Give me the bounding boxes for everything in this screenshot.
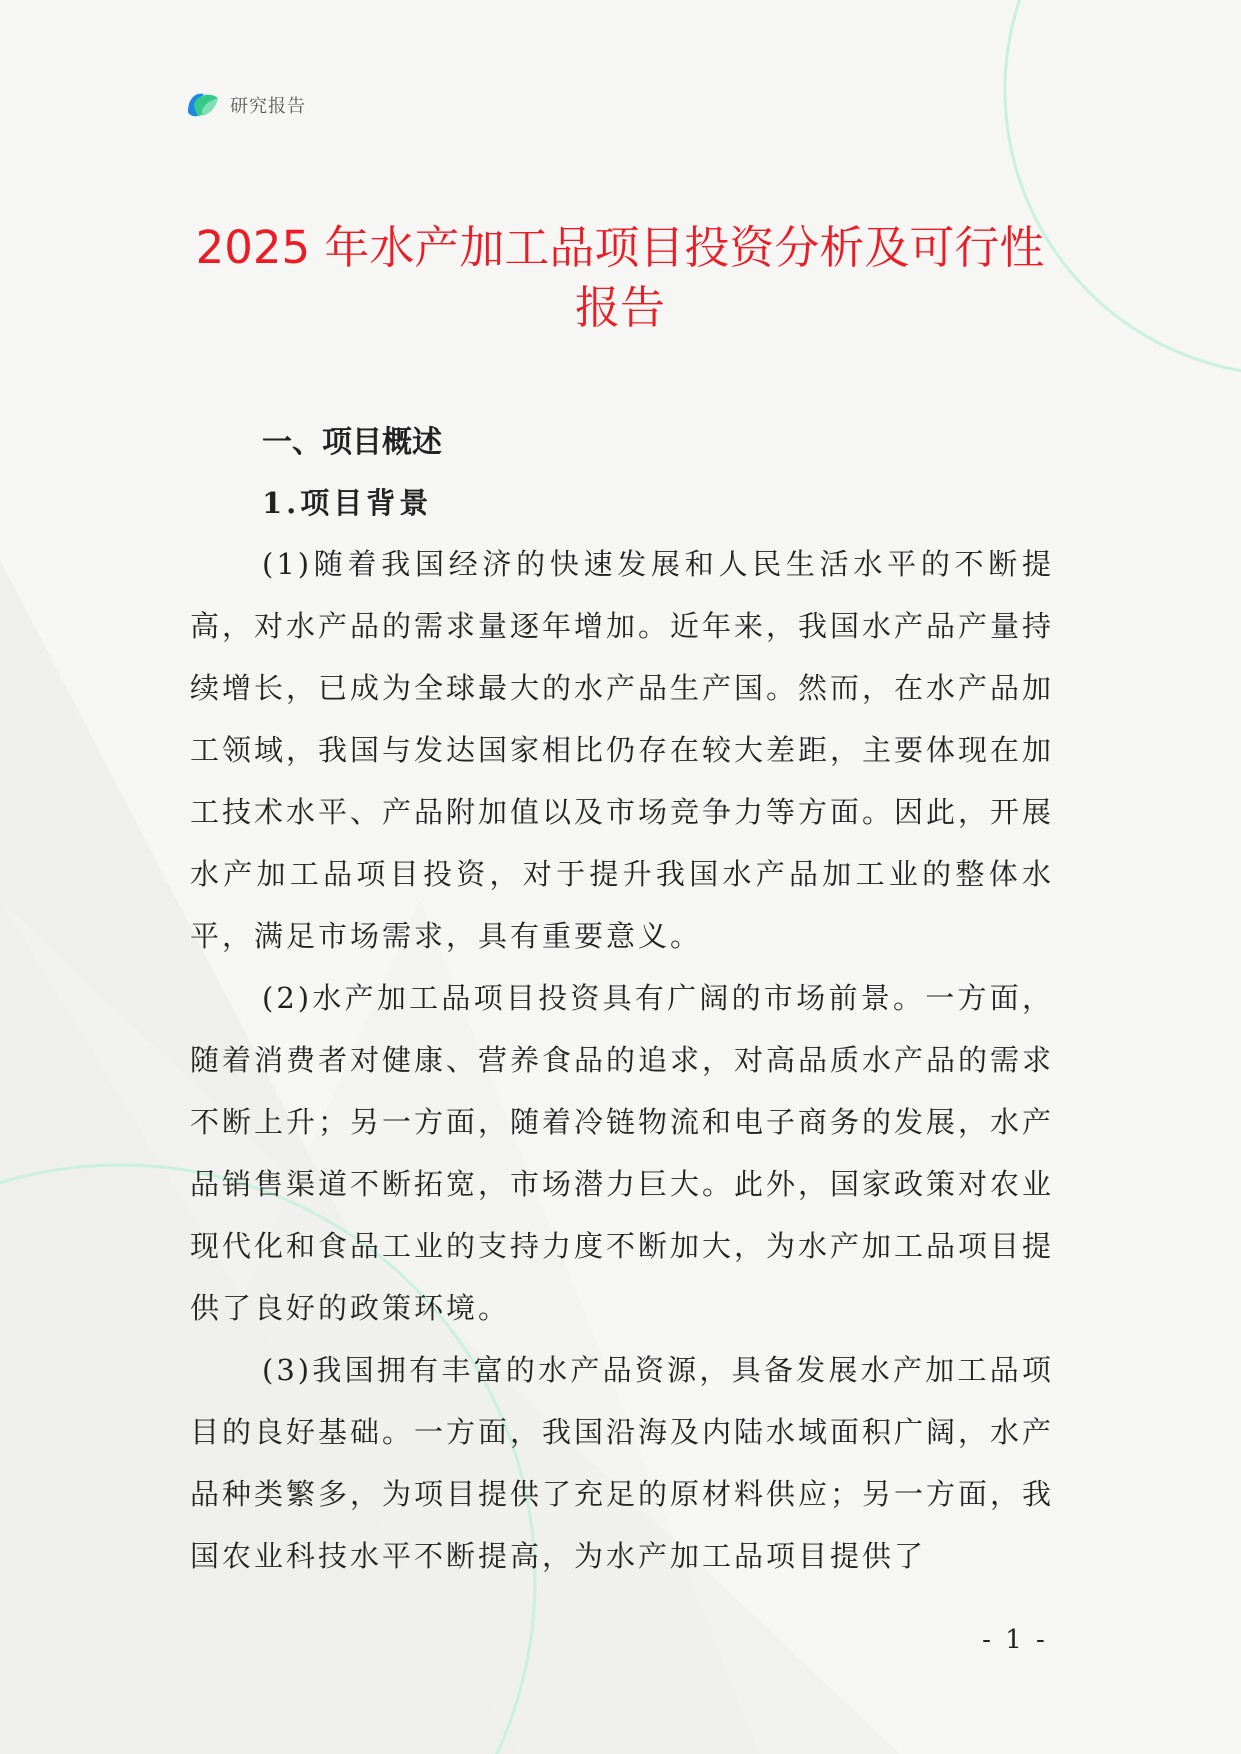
title-line-2: 报告 xyxy=(574,281,665,334)
leaf-logo-icon xyxy=(186,90,220,120)
page-title xyxy=(150,218,1090,338)
title-line-1: 2025 年水产加工品项目投资分析及可行性 xyxy=(195,221,1045,274)
paragraph-3: (3)我国拥有丰富的水产品资源，具备发展水产加工品项目的良好基础。一方面，我国沿海及内陆水域面积广阔，水产品种类繁多，为项目提供了充足的原材料供应；另一方面，我国农业科技水平不断提高，为水产加工品项目提供了 xyxy=(190,1353,1055,1573)
document-body xyxy=(190,413,1054,1587)
header-label: 研究报告 xyxy=(230,96,306,117)
report-header xyxy=(186,88,306,122)
subsection-heading: 1.项目背景 xyxy=(262,486,433,520)
paragraph-2: (2)水产加工品项目投资具有广阔的市场前景。一方面，随着消费者对健康、营养食品的追求，对高品质水产品的需求不断上升；另一方面，随着冷链物流和电子商务的发展，水产品销售渠道不断拓宽，市场潜力巨大。此外，国家政策对农业现代化和食品工业的支持力度不断加大，为水产加工品项目提供了良好的政策环境。 xyxy=(190,981,1055,1325)
section-heading: 一、项目概述 xyxy=(262,425,442,460)
page-number: - 1 - xyxy=(982,1625,1048,1655)
paragraph-1: (1)随着我国经济的快速发展和人民生活水平的不断提高，对水产品的需求量逐年增加。近年来，我国水产品产量持续增长，已成为全球最大的水产品生产国。然而，在水产品加工领域，我国与发达国家相比仍存在较大差距，主要体现在加工技术水平、产品附加值以及市场竞争力等方面。因此，开展水产加工品项目投资，对于提升我国水产品加工业的整体水平，满足市场需求，具有重要意义。 xyxy=(190,547,1055,953)
